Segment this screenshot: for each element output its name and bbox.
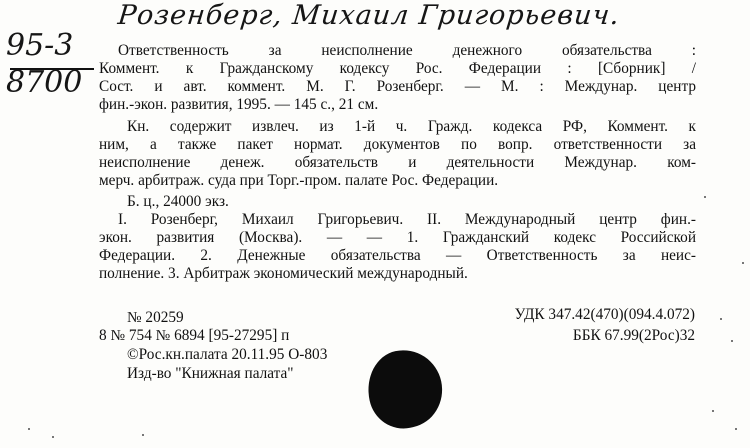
handwritten-author-name: Розенберг, Михаил Григорьевич.: [116, 0, 622, 31]
scan-speck: [712, 410, 714, 412]
note-line-3: неисполнение денеж. обязательств и деятельности Междунар. ком-: [99, 154, 696, 171]
scan-speck: [731, 340, 733, 342]
print-numbers: 8 № 754 № 6894 [95-27295] п: [99, 327, 290, 344]
bbk-code: ББК 67.99(2Рос)32: [572, 327, 695, 344]
tracing-line-1: I. Розенберг, Михаил Григорьевич. II. Международный центр фин.-: [118, 211, 696, 228]
publisher-line: Изд-во "Книжная палата": [127, 365, 294, 382]
note-line-1: Кн. содержит извлеч. из 1-й ч. Гражд. кодекса РФ, Коммент. к: [127, 118, 696, 135]
card-number: № 20259: [127, 309, 184, 326]
copyright-line: ©Рос.кн.палата 20.11.95 О-803: [127, 346, 328, 363]
scan-speck: [742, 262, 744, 264]
scan-speck: [735, 428, 737, 430]
ink-blot: [361, 343, 450, 435]
note-line-4: мерч. арбитраж. суда при Торг.-пром. палате Рос. Федерации.: [99, 172, 499, 189]
shelf-mark-bottom: 8700: [6, 65, 83, 100]
scan-speck: [142, 434, 144, 436]
description-line-3: Сост. и авт. коммент. М. Г. Розенберг. — М. : Междунар. центр: [99, 78, 696, 95]
udc-code: УДК 347.42(470)(094.4.072): [514, 306, 695, 323]
note-line-2: ним, а также пакет нормат. документов по вопр. ответственности за: [99, 136, 696, 153]
tracing-line-2: экон. развития (Москва). — — 1. Гражданский кодекс Российской: [99, 229, 696, 246]
tracing-line-4: полнение. 3. Арбитраж экономический международный.: [99, 265, 468, 282]
description-line-2: Коммент. к Гражданскому кодексу Рос. Федерации : [Сборник] /: [99, 60, 696, 77]
description-line-4: фин.-экон. развития, 1995. — 145 с., 21 см.: [99, 96, 379, 113]
shelf-mark-top: 95-3: [6, 28, 74, 63]
tracing-line-3: Федерации. 2. Денежные обязательства — Ответственность за неис-: [99, 247, 696, 264]
description-line-1: Ответственность за неисполнение денежного обязательства :: [118, 42, 696, 59]
scan-speck: [52, 436, 54, 438]
scan-speck: [704, 196, 706, 198]
scan-speck: [720, 318, 722, 320]
copies-line: Б. ц., 24000 экз.: [127, 193, 229, 210]
scan-speck: [28, 428, 30, 430]
